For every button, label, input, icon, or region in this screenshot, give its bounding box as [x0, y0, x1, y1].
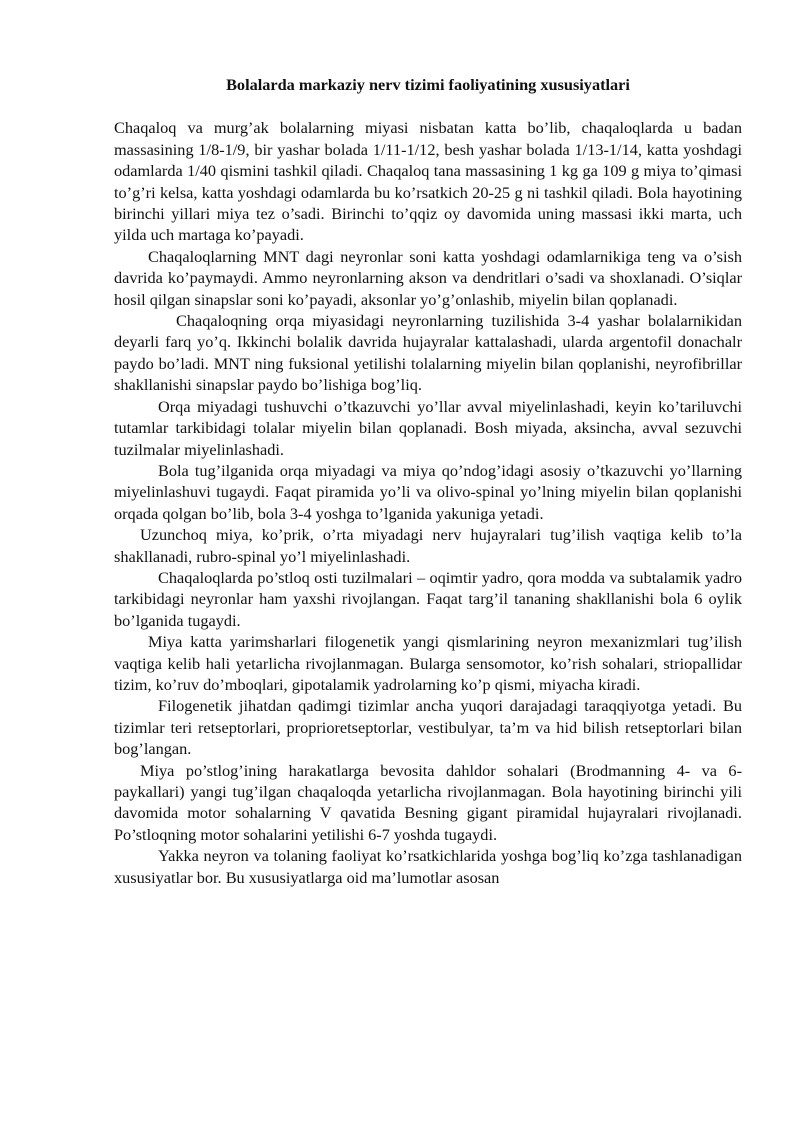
- paragraph-descending-pathways: Orqa miyadagi tushuvchi o’tkazuvchi yo’llar avval miyelinlashadi, keyin ko’tariluvchi tutamlar tarkibidagi tolalar miyelin bilan qoplanadi. Bosh miyada, aksincha, avval sezuvchi tuzilmalar miyelinlashadi.: [114, 396, 742, 459]
- paragraph-medulla-pons: Uzunchoq miya, ko’prik, o’rta miyadagi nerv hujayralari tug’ilish vaqtiga kelib to’la shakllanadi, rubro-spinal yo’l miyelinlashadi.: [114, 525, 742, 566]
- paragraph-brain-mass: Chaqaloq va murg’ak bolalarning miyasi nisbatan katta bo’lib, chaqaloqlarda u badan massasining 1/8-1/9, bir yashar bolada 1/11-1/12, besh yashar bolada 1/13-1/14, katta yoshdagi odamlarda 1/40 qismini tashkil qiladi. Chaqaloq tana massasining 1 kg ga 109 g miya to’qimasi to’g’ri kelsa, katta yoshdagi odamlarda bu ko’rsatkich 20-25 g ni tashkil qiladi. Bola hayotining birinchi yillari miya tez o’sadi. Birinchi to’qqiz oy davomida uning massasi ikki marta, uch yilda uch martaga ko’payadi.: [114, 118, 742, 245]
- paragraph-phylogenetic-systems: Filogenetik jihatdan qadimgi tizimlar ancha yuqori darajadagi taraqqiyotga yetadi. Bu tizimlar teri retseptorlari, proprioretseptorlar, vestibulyar, ta’m va hid bilish retseptorlari bilan bog’langan.: [114, 696, 742, 759]
- document-title: Bolalarda markaziy nerv tizimi faoliyatining xususiyatlari: [226, 75, 630, 94]
- paragraph-spinal-cord-structure: Chaqaloqning orqa miyasidagi neyronlarning tuzilishida 3-4 yashar bolalarnikidan deyarli farq yo’q. Ikkinchi bolalik davrida hujayralar kattalashadi, ularda argentofil donachalr paydo bo’ladi. MNT ning fuksional yetilishi tolalarning miyelin bilan qoplanishi, neyrofibrillar shakllanishi sinapslar paydo bo’lishiga bog’liq.: [114, 311, 742, 395]
- paragraph-myelination-at-birth: Bola tug’ilganida orqa miyadagi va miya qo’ndog’idagi asosiy o’tkazuvchi yo’llarning miyelinlashuvi tugaydi. Faqat piramida yo’li va olivo-spinal yo’lning miyelin bilan qoplanishi orqada qolgan bo’lib, bola 3-4 yoshga to’lganida yakuniga yetadi.: [114, 460, 742, 523]
- paragraph-neuron-count: Chaqaloqlarning MNT dagi neyronlar soni katta yoshdagi odamlarnikiga teng va o’sish davrida ko’paymaydi. Ammo neyronlarning akson va dendritlari o’sadi va shoxlanadi. O’siqlar hosil qilgan sinapslar soni ko’payadi, aksonlar yo’g’onlashib, miyelin bilan qoplanadi.: [114, 246, 742, 309]
- document-page: [114, 74, 742, 888]
- paragraph-neuron-activity: Yakka neyron va tolaning faoliyat ko’rsatkichlarida yoshga bog’liq ko’zga tashlanadigan xususiyatlar bor. Bu xususiyatlarga oid ma’lumotlar asosan: [114, 846, 742, 887]
- paragraph-motor-cortex: Miya po’stlog’ining harakatlarga bevosita dahldor sohalari (Brodmanning 4- va 6-paykallari) yangi tug’ilgan chaqaloqda yetarlicha rivojlanmagan. Bola hayotining birinchi yili davomida motor sohalarning V qavatida Besning gigant piramidal hujayralari rivojlanadi. Po’stloqning motor sohalarini yetilishi 6-7 yoshda tugaydi.: [114, 760, 742, 844]
- paragraph-subcortical-structures: Chaqaloqlarda po’stloq osti tuzilmalari – oqimtir yadro, qora modda va subtalamik yadro tarkibidagi neyronlar ham yaxshi rivojlangan. Faqat targ’il tananing shakllanishi bola 6 oylik bo’lganida tugaydi.: [114, 567, 742, 630]
- paragraph-cerebral-hemispheres: Miya katta yarimsharlari filogenetik yangi qismlarining neyron mexanizmlari tug’ilish vaqtiga kelib hali yetarlicha rivojlanmagan. Bularga sensomotor, ko’rish sohalari, striopallidar tizim, ko’ruv do’mboqlari, gipotalamik yadrolarning ko’p qismi, miyacha kiradi.: [114, 632, 742, 694]
